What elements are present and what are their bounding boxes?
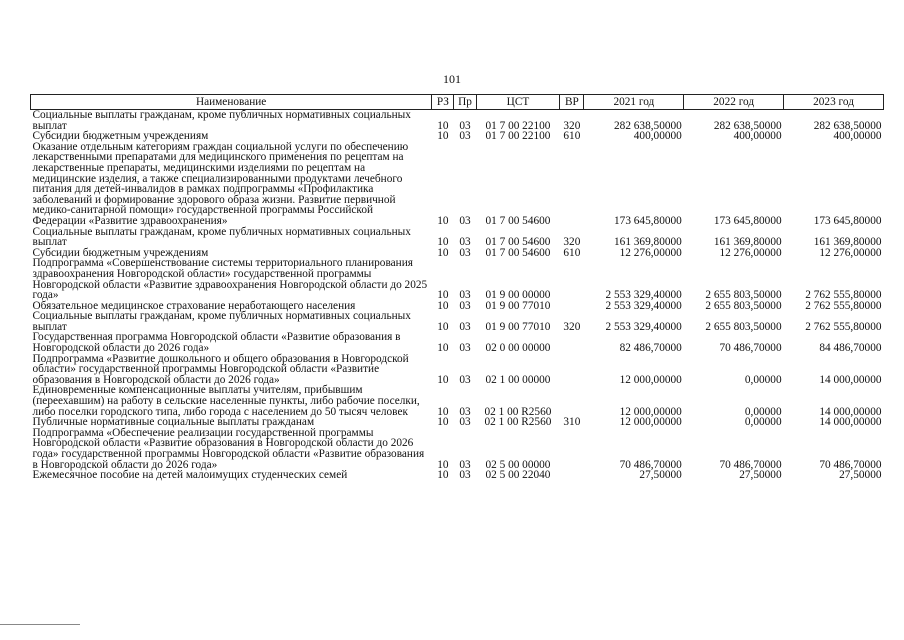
table-row bbox=[31, 428, 884, 470]
header-cst: ЦСТ bbox=[476, 95, 560, 110]
cell-cst: 02 1 00 R2560 bbox=[484, 416, 552, 429]
cell-vr: 320 bbox=[563, 119, 581, 132]
table-row bbox=[31, 258, 884, 300]
cell-rz: 10 bbox=[437, 236, 449, 249]
cell-name: Единовременные компенсационные выплаты учителям, прибывшим (переехавшим) на работу в сельские населенные пункты, либо рабочие поселки, либо поселки городского типа, либо города с населением до 50 тысяч человек bbox=[32, 384, 420, 418]
cell-2023: 2 762 555,80000 bbox=[805, 299, 882, 312]
cell-2022: 0,00000 bbox=[744, 373, 782, 386]
cell-2021: 12 000,00000 bbox=[619, 373, 682, 386]
table-row bbox=[31, 227, 884, 248]
cell-2021: 70 486,70000 bbox=[619, 458, 682, 471]
cell-2022: 173 645,80000 bbox=[713, 214, 782, 227]
budget-table bbox=[30, 94, 884, 481]
cell-name: Социальные выплаты гражданам, кроме публичных нормативных социальных выплат bbox=[32, 310, 411, 333]
cell-2021: 282 638,50000 bbox=[614, 119, 682, 132]
cell-rz: 10 bbox=[437, 214, 449, 227]
cell-cst: 01 9 00 77010 bbox=[485, 299, 551, 312]
cell-vr bbox=[560, 142, 584, 227]
header-pr: Пр bbox=[454, 95, 476, 110]
cell-name: Социальные выплаты гражданам, кроме публичных нормативных социальных выплат bbox=[32, 225, 411, 249]
header-vr: ВР bbox=[560, 95, 584, 110]
cell-rz: 10 bbox=[437, 469, 449, 482]
cell-cst: 02 1 00 R2560 bbox=[484, 405, 552, 418]
cell-vr: 610 bbox=[563, 246, 581, 259]
cell-2021: 12 000,00000 bbox=[619, 416, 682, 429]
cell-name: Субсидии бюджетным учреждениям bbox=[32, 246, 209, 259]
cell-pr: 03 bbox=[459, 469, 471, 482]
table-row bbox=[31, 332, 884, 353]
cell-2021: 2 553 329,40000 bbox=[605, 320, 682, 333]
cell-vr bbox=[560, 470, 584, 481]
cell-2022: 27,50000 bbox=[739, 469, 782, 482]
cell-cst: 02 5 00 00000 bbox=[485, 458, 551, 471]
cell-name: Подпрограмма «Совершенствование системы территориального планирования здравоохранения Новгородской области» государственной программы Новгородской области «Развитие здравоохранения Новгородской области до 2025 года» bbox=[32, 257, 428, 302]
header-2022: 2022 год bbox=[684, 95, 784, 110]
cell-2021: 27,50000 bbox=[639, 469, 682, 482]
cell-2021: 12 000,00000 bbox=[619, 405, 682, 418]
footer-rule bbox=[0, 624, 80, 625]
cell-2021: 82 486,70000 bbox=[619, 342, 682, 355]
cell-vr: 320 bbox=[563, 236, 581, 249]
cell-cst: 01 7 00 54600 bbox=[485, 246, 551, 259]
cell-2022: 282 638,50000 bbox=[713, 119, 782, 132]
cell-pr: 03 bbox=[459, 214, 471, 227]
table-row bbox=[31, 110, 884, 132]
cell-2021: 2 553 329,40000 bbox=[605, 299, 682, 312]
cell-name: Ежемесячное пособие на детей малоимущих студенческих семей bbox=[32, 469, 348, 482]
cell-name: Подпрограмма «Обеспечение реализации государственной программы Новгородской области «Развитие образования в Новгородской области до 2026 года» государственной программы Новгородской области «Развитие образования в Новгородской области до 2026 года» bbox=[32, 426, 425, 471]
header-rz: РЗ bbox=[432, 95, 454, 110]
cell-rz: 10 bbox=[437, 342, 449, 355]
cell-pr: 03 bbox=[459, 119, 471, 132]
cell-2023: 12 276,00000 bbox=[819, 246, 882, 259]
cell-2021: 400,00000 bbox=[633, 130, 682, 143]
cell-2022: 400,00000 bbox=[733, 130, 782, 143]
cell-rz: 10 bbox=[437, 320, 449, 333]
cell-2023: 14 000,00000 bbox=[819, 405, 882, 418]
cell-pr: 03 bbox=[459, 130, 471, 143]
cell-vr bbox=[560, 354, 584, 386]
cell-cst: 01 7 00 54600 bbox=[485, 236, 551, 249]
cell-pr: 03 bbox=[459, 342, 471, 355]
cell-rz: 10 bbox=[437, 458, 449, 471]
table-row bbox=[31, 385, 884, 417]
cell-2021: 12 276,00000 bbox=[619, 246, 682, 259]
cell-2023: 14 000,00000 bbox=[819, 373, 882, 386]
cell-rz: 10 bbox=[437, 373, 449, 386]
cell-cst: 02 5 00 22040 bbox=[485, 469, 551, 482]
cell-cst: 01 7 00 54600 bbox=[485, 214, 551, 227]
cell-cst: 02 1 00 00000 bbox=[485, 373, 551, 386]
cell-pr: 03 bbox=[459, 289, 471, 302]
table-row bbox=[31, 354, 884, 386]
cell-pr: 03 bbox=[459, 246, 471, 259]
cell-2023: 2 762 555,80000 bbox=[805, 320, 882, 333]
cell-pr: 03 bbox=[459, 236, 471, 249]
cell-2023: 70 486,70000 bbox=[819, 458, 882, 471]
cell-2022: 0,00000 bbox=[744, 405, 782, 418]
table-header-row bbox=[31, 95, 884, 110]
cell-name: Публичные нормативные социальные выплаты гражданам bbox=[32, 416, 315, 429]
cell-vr: 610 bbox=[563, 130, 581, 143]
cell-2022: 0,00000 bbox=[744, 416, 782, 429]
table-row bbox=[31, 311, 884, 332]
cell-name: Государственная программа Новгородской области «Развитие образования в Новгородской области до 2026 года» bbox=[32, 331, 401, 355]
cell-2023: 84 486,70000 bbox=[819, 342, 882, 355]
cell-rz: 10 bbox=[437, 416, 449, 429]
cell-rz: 10 bbox=[437, 299, 449, 312]
cell-2023: 282 638,50000 bbox=[813, 119, 882, 132]
cell-rz: 10 bbox=[437, 405, 449, 418]
cell-pr: 03 bbox=[459, 320, 471, 333]
cell-rz: 10 bbox=[437, 246, 449, 259]
cell-2023: 14 000,00000 bbox=[819, 416, 882, 429]
cell-vr bbox=[560, 301, 584, 312]
cell-cst: 02 0 00 00000 bbox=[485, 342, 551, 355]
cell-name: Подпрограмма «Развитие дошкольного и общего образования в Новгородской области» государственной программы Новгородской области «Развитие образования в Новгородской области до 2026 года» bbox=[32, 352, 409, 386]
header-name: Наименование bbox=[31, 95, 432, 110]
cell-vr: 310 bbox=[563, 416, 581, 429]
cell-rz: 10 bbox=[437, 130, 449, 143]
header-2021: 2021 год bbox=[584, 95, 684, 110]
cell-vr bbox=[560, 428, 584, 470]
cell-2022: 70 486,70000 bbox=[719, 342, 782, 355]
cell-pr: 03 bbox=[459, 373, 471, 386]
cell-cst: 01 9 00 00000 bbox=[485, 289, 551, 302]
cell-name: Субсидии бюджетным учреждениям bbox=[32, 130, 209, 143]
page-number: 101 bbox=[443, 72, 461, 86]
cell-pr: 03 bbox=[459, 299, 471, 312]
cell-2021: 161 369,80000 bbox=[614, 236, 682, 249]
table-row bbox=[31, 470, 884, 481]
table-row bbox=[31, 142, 884, 227]
cell-name: Оказание отдельным категориям граждан социальной услуги по обеспечению лекарственными препаратами для медицинского применения по рецептам на лекарственные препараты, медицинскими изделиями по рецептам на медицинские изделия, а также специализированными продуктами лечебного питания для детей-инвалидов в рамках подпрограммы «Профилактика заболеваний и формирование здорового образа жизни. Развитие первичной медико-санитарной помощи» государственной программы Российской Федерации «Развитие здравоохранения» bbox=[32, 140, 409, 227]
cell-2022: 2 655 803,50000 bbox=[705, 320, 782, 333]
table-body bbox=[31, 110, 884, 481]
cell-2023: 173 645,80000 bbox=[813, 214, 882, 227]
cell-cst: 01 7 00 22100 bbox=[485, 130, 551, 143]
cell-vr bbox=[560, 258, 584, 300]
header-2023: 2023 год bbox=[784, 95, 884, 110]
cell-cst: 01 9 00 77010 bbox=[485, 320, 551, 333]
cell-2023: 27,50000 bbox=[839, 469, 882, 482]
cell-2022: 161 369,80000 bbox=[713, 236, 782, 249]
cell-2022: 12 276,00000 bbox=[719, 246, 782, 259]
cell-vr bbox=[560, 385, 584, 417]
cell-cst: 01 7 00 22100 bbox=[485, 119, 551, 132]
cell-2022: 2 655 803,50000 bbox=[705, 289, 782, 302]
cell-pr: 03 bbox=[459, 416, 471, 429]
cell-2021: 173 645,80000 bbox=[614, 214, 682, 227]
cell-rz: 10 bbox=[437, 289, 449, 302]
cell-pr: 03 bbox=[459, 458, 471, 471]
cell-2023: 400,00000 bbox=[833, 130, 882, 143]
cell-2021: 2 553 329,40000 bbox=[605, 289, 682, 302]
cell-name: Обязательное медицинское страхование неработающего населения bbox=[32, 299, 356, 312]
cell-2022: 2 655 803,50000 bbox=[705, 299, 782, 312]
cell-name: Социальные выплаты гражданам, кроме публичных нормативных социальных выплат bbox=[32, 109, 411, 132]
cell-vr: 320 bbox=[563, 320, 581, 333]
cell-2023: 161 369,80000 bbox=[813, 236, 882, 249]
cell-pr: 03 bbox=[459, 405, 471, 418]
cell-rz: 10 bbox=[437, 119, 449, 132]
cell-vr bbox=[560, 332, 584, 353]
cell-2022: 70 486,70000 bbox=[719, 458, 782, 471]
cell-2023: 2 762 555,80000 bbox=[805, 289, 882, 302]
